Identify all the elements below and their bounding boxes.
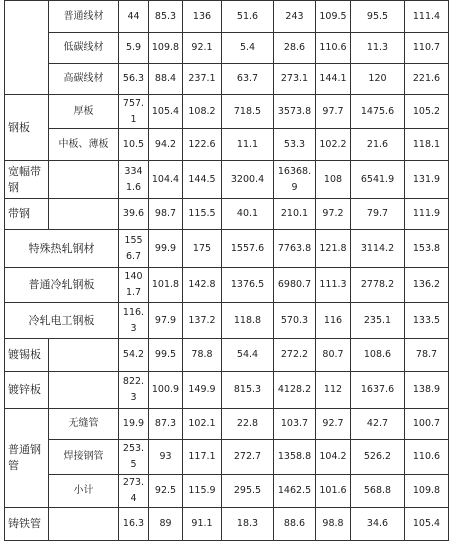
table-row (5, 475, 449, 508)
subcategory-cell: 无缝管 (49, 409, 119, 440)
category-cell: 带钢 (5, 199, 49, 230)
value-cell: 133.5 (405, 303, 449, 339)
category-cell: 镀锡板 (5, 339, 49, 372)
value-cell: 122.6 (183, 129, 222, 161)
value-cell: 112 (316, 372, 351, 409)
table-row (5, 268, 449, 303)
value-cell: 97.7 (316, 95, 351, 129)
value-cell: 105.4 (149, 95, 183, 129)
value-cell: 144.5 (183, 161, 222, 199)
value-cell: 111.4 (405, 1, 449, 33)
value-cell: 5.4 (222, 33, 274, 64)
value-cell: 253.5 (119, 440, 149, 475)
value-cell: 103.7 (274, 409, 316, 440)
table-body (5, 1, 449, 541)
value-cell: 108.6 (351, 339, 405, 372)
value-cell: 109.5 (316, 1, 351, 33)
value-cell: 53.3 (274, 129, 316, 161)
value-cell: 18.3 (222, 508, 274, 541)
value-cell: 110.6 (316, 33, 351, 64)
value-cell: 121.8 (316, 230, 351, 268)
value-cell: 101.8 (149, 268, 183, 303)
value-cell: 98.7 (149, 199, 183, 230)
value-cell: 100.7 (405, 409, 449, 440)
value-cell: 98.8 (316, 508, 351, 541)
value-cell: 6980.7 (274, 268, 316, 303)
value-cell: 11.1 (222, 129, 274, 161)
value-cell: 568.8 (351, 475, 405, 508)
value-cell: 1475.6 (351, 95, 405, 129)
value-cell: 54.2 (119, 339, 149, 372)
subcategory-cell: 低碳线材 (49, 33, 119, 64)
table-row (5, 1, 449, 33)
value-cell: 149.9 (183, 372, 222, 409)
product-name-cell: 特殊热轧钢材 (5, 230, 119, 268)
value-cell: 97.2 (316, 199, 351, 230)
value-cell: 718.5 (222, 95, 274, 129)
value-cell: 108.2 (183, 95, 222, 129)
value-cell: 40.1 (222, 199, 274, 230)
value-cell: 118.1 (405, 129, 449, 161)
category-cell: 钢板 (5, 95, 49, 161)
subcategory-cell (49, 161, 119, 199)
table-row (5, 508, 449, 541)
value-cell: 153.8 (405, 230, 449, 268)
value-cell: 526.2 (351, 440, 405, 475)
value-cell: 210.1 (274, 199, 316, 230)
value-cell: 56.3 (119, 64, 149, 95)
value-cell: 78.7 (405, 339, 449, 372)
table-row (5, 372, 449, 409)
table-row (5, 409, 449, 440)
value-cell: 3341.6 (119, 161, 149, 199)
value-cell: 10.5 (119, 129, 149, 161)
value-cell: 104.4 (149, 161, 183, 199)
value-cell: 42.7 (351, 409, 405, 440)
table-row (5, 440, 449, 475)
value-cell: 92.5 (149, 475, 183, 508)
value-cell: 92.7 (316, 409, 351, 440)
value-cell: 101.6 (316, 475, 351, 508)
table-row (5, 303, 449, 339)
value-cell: 87.3 (149, 409, 183, 440)
value-cell: 110.7 (405, 33, 449, 64)
value-cell: 93 (149, 440, 183, 475)
table-row (5, 33, 449, 64)
value-cell: 94.2 (149, 129, 183, 161)
value-cell: 142.8 (183, 268, 222, 303)
value-cell: 92.1 (183, 33, 222, 64)
value-cell: 105.2 (405, 95, 449, 129)
subcategory-cell (49, 508, 119, 541)
category-cell: 镀锌板 (5, 372, 49, 409)
value-cell: 79.7 (351, 199, 405, 230)
table-row (5, 161, 449, 199)
table-row (5, 339, 449, 372)
value-cell: 54.4 (222, 339, 274, 372)
value-cell: 102.2 (316, 129, 351, 161)
subcategory-cell (49, 372, 119, 409)
value-cell: 273.4 (119, 475, 149, 508)
value-cell: 815.3 (222, 372, 274, 409)
value-cell: 22.8 (222, 409, 274, 440)
value-cell: 97.9 (149, 303, 183, 339)
table-row (5, 95, 449, 129)
value-cell: 137.2 (183, 303, 222, 339)
value-cell: 3114.2 (351, 230, 405, 268)
subcategory-cell: 厚板 (49, 95, 119, 129)
value-cell: 272.7 (222, 440, 274, 475)
value-cell: 110.6 (405, 440, 449, 475)
value-cell: 136.2 (405, 268, 449, 303)
category-cell: 普通钢管 (5, 409, 49, 508)
table-row (5, 199, 449, 230)
subcategory-cell: 高碳线材 (49, 64, 119, 95)
value-cell: 116.3 (119, 303, 149, 339)
subcategory-cell (49, 199, 119, 230)
value-cell: 131.9 (405, 161, 449, 199)
value-cell: 136 (183, 1, 222, 33)
value-cell: 88.6 (274, 508, 316, 541)
value-cell: 111.3 (316, 268, 351, 303)
value-cell: 120 (351, 64, 405, 95)
value-cell: 570.3 (274, 303, 316, 339)
value-cell: 102.1 (183, 409, 222, 440)
value-cell: 51.6 (222, 1, 274, 33)
value-cell: 116 (316, 303, 351, 339)
value-cell: 295.5 (222, 475, 274, 508)
value-cell: 85.3 (149, 1, 183, 33)
category-cell (5, 1, 49, 95)
value-cell: 89 (149, 508, 183, 541)
value-cell: 104.2 (316, 440, 351, 475)
value-cell: 3573.8 (274, 95, 316, 129)
value-cell: 80.7 (316, 339, 351, 372)
value-cell: 21.6 (351, 129, 405, 161)
value-cell: 1358.8 (274, 440, 316, 475)
value-cell: 105.4 (405, 508, 449, 541)
value-cell: 221.6 (405, 64, 449, 95)
value-cell: 99.5 (149, 339, 183, 372)
value-cell: 273.1 (274, 64, 316, 95)
subcategory-cell: 焊接钢管 (49, 440, 119, 475)
value-cell: 5.9 (119, 33, 149, 64)
value-cell: 235.1 (351, 303, 405, 339)
table-row (5, 129, 449, 161)
value-cell: 109.8 (149, 33, 183, 64)
value-cell: 2778.2 (351, 268, 405, 303)
steel-production-table (4, 0, 449, 541)
value-cell: 1376.5 (222, 268, 274, 303)
value-cell: 1401.7 (119, 268, 149, 303)
value-cell: 109.8 (405, 475, 449, 508)
subcategory-cell: 中板、薄板 (49, 129, 119, 161)
value-cell: 16.3 (119, 508, 149, 541)
value-cell: 108 (316, 161, 351, 199)
value-cell: 138.9 (405, 372, 449, 409)
subcategory-cell: 普通线材 (49, 1, 119, 33)
category-cell: 铸铁管 (5, 508, 49, 541)
value-cell: 144.1 (316, 64, 351, 95)
table-row (5, 230, 449, 268)
table-row (5, 64, 449, 95)
value-cell: 28.6 (274, 33, 316, 64)
subcategory-cell (49, 339, 119, 372)
value-cell: 118.8 (222, 303, 274, 339)
value-cell: 117.1 (183, 440, 222, 475)
value-cell: 11.3 (351, 33, 405, 64)
value-cell: 175 (183, 230, 222, 268)
value-cell: 78.8 (183, 339, 222, 372)
value-cell: 99.9 (149, 230, 183, 268)
value-cell: 6541.9 (351, 161, 405, 199)
value-cell: 16368.9 (274, 161, 316, 199)
value-cell: 115.9 (183, 475, 222, 508)
value-cell: 91.1 (183, 508, 222, 541)
category-cell: 宽幅带钢 (5, 161, 49, 199)
value-cell: 44 (119, 1, 149, 33)
value-cell: 1557.6 (222, 230, 274, 268)
value-cell: 822.3 (119, 372, 149, 409)
value-cell: 19.9 (119, 409, 149, 440)
value-cell: 7763.8 (274, 230, 316, 268)
value-cell: 63.7 (222, 64, 274, 95)
value-cell: 1556.7 (119, 230, 149, 268)
value-cell: 115.5 (183, 199, 222, 230)
value-cell: 4128.2 (274, 372, 316, 409)
value-cell: 757.1 (119, 95, 149, 129)
value-cell: 1462.5 (274, 475, 316, 508)
value-cell: 88.4 (149, 64, 183, 95)
value-cell: 243 (274, 1, 316, 33)
value-cell: 3200.4 (222, 161, 274, 199)
value-cell: 1637.6 (351, 372, 405, 409)
product-name-cell: 冷轧电工钢板 (5, 303, 119, 339)
value-cell: 272.2 (274, 339, 316, 372)
value-cell: 95.5 (351, 1, 405, 33)
value-cell: 100.9 (149, 372, 183, 409)
subcategory-cell: 小计 (49, 475, 119, 508)
value-cell: 39.6 (119, 199, 149, 230)
product-name-cell: 普通冷轧钢板 (5, 268, 119, 303)
value-cell: 34.6 (351, 508, 405, 541)
value-cell: 111.9 (405, 199, 449, 230)
value-cell: 237.1 (183, 64, 222, 95)
